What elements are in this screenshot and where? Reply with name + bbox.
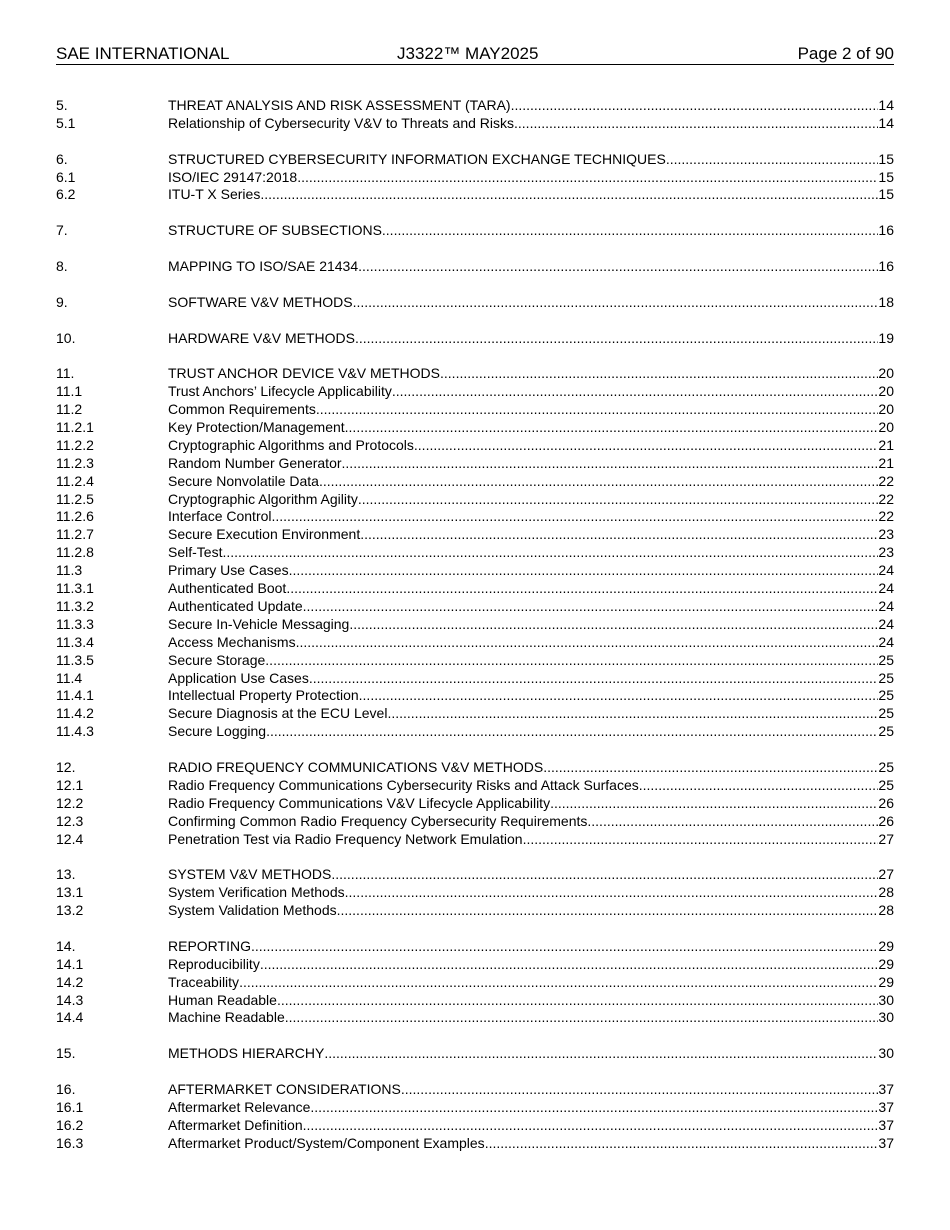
toc-section-number: 11.3.2 [56,597,94,614]
toc-page-number: 30 [878,1045,894,1062]
toc-entry-line [168,455,894,473]
toc-section-title: STRUCTURE OF SUBSECTIONS [168,222,382,239]
toc-entry[interactable] [56,473,894,491]
toc-section-number: 11.4 [56,669,83,686]
toc-entry-line [168,616,894,634]
toc-section-number: 11.3.1 [56,580,94,597]
toc-section-number: 13.1 [56,884,84,901]
toc-dot-leader [296,634,879,652]
toc-dot-leader [440,365,878,383]
toc-entry[interactable] [56,1099,894,1117]
toc-entry-line [168,365,894,383]
toc-entry[interactable] [56,491,894,509]
toc-section-number: 12.4 [56,830,84,847]
toc-entry[interactable] [56,795,894,813]
toc-entry[interactable] [56,866,894,884]
toc-entry-line [168,813,894,831]
toc-section-number: 6.2 [56,186,76,203]
toc-dot-leader [289,562,879,580]
toc-entry[interactable] [56,723,894,741]
toc-section-title: Common Requirements [168,401,316,418]
toc-entry-line [168,473,894,491]
toc-dot-leader [485,1135,879,1153]
toc-entry[interactable] [56,222,894,240]
toc-entry-line [168,705,894,723]
toc-page-number: 25 [878,705,894,722]
toc-section-number: 5. [56,97,68,113]
page-header [56,44,894,65]
toc-section-title: System Verification Methods [168,884,345,901]
toc-section-number: 11.2.5 [56,490,94,507]
toc-section-number: 11.3.5 [56,651,94,668]
toc-entry[interactable] [56,616,894,634]
toc-entry-line [168,1135,894,1153]
toc-section-number: 11.2.3 [56,454,94,471]
toc-dot-leader [324,1045,878,1063]
toc-page-number: 25 [878,723,894,740]
toc-entry[interactable] [56,974,894,992]
toc-entry[interactable] [56,294,894,312]
toc-dot-leader [285,1009,879,1027]
toc-entry-line [168,634,894,652]
toc-section-number: 16.1 [56,1098,84,1115]
toc-section-number: 14.3 [56,991,84,1008]
toc-entry[interactable] [56,455,894,473]
toc-entry-line [168,97,894,115]
toc-section-number: 16.3 [56,1134,84,1151]
toc-entry[interactable] [56,1081,894,1099]
toc-entry-line [168,1099,894,1117]
toc-page-number: 22 [878,472,894,489]
toc-page-number: 15 [878,186,894,203]
toc-entry[interactable] [56,115,894,133]
toc-page-number: 29 [878,937,894,954]
toc-dot-leader [666,151,879,169]
toc-entry[interactable] [56,1009,894,1027]
toc-section-title: TRUST ANCHOR DEVICE V&V METHODS [168,365,441,382]
toc-page-number: 30 [878,1009,894,1026]
toc-section-title: Aftermarket Definition [168,1116,303,1133]
toc-dot-leader [222,544,878,562]
toc-entry-line [168,1045,894,1063]
toc-entry-line [168,687,894,705]
toc-section-title: Authenticated Update [168,597,303,614]
toc-entry[interactable] [56,365,894,383]
toc-section-title: Primary Use Cases [168,562,289,579]
toc-entry-line [168,151,894,169]
toc-entry-line [168,1081,894,1099]
toc-section-title: AFTERMARKET CONSIDERATIONS [168,1080,401,1097]
toc-section-number: 11.4.3 [56,723,94,740]
toc-entry-line [168,383,894,401]
toc-dot-leader [639,777,879,795]
toc-entry[interactable] [56,401,894,419]
toc-section-title: Interface Control [168,508,272,525]
toc-entry-line [168,526,894,544]
toc-section-title: HARDWARE V&V METHODS [168,329,355,346]
toc-section-title: METHODS HIERARCHY [168,1045,325,1062]
toc-section-title: Aftermarket Relevance [168,1098,311,1115]
toc-page-number: 25 [878,651,894,668]
toc-entry-line [168,795,894,813]
toc-page-number: 20 [878,419,894,436]
toc-section-title: Traceability [168,973,240,990]
toc-dot-leader [251,938,878,956]
toc-section-title: Secure Storage [168,651,266,668]
toc-section-title: SYSTEM V&V METHODS [168,866,332,883]
toc-page-number: 24 [878,615,894,632]
toc-dot-leader [303,1117,879,1135]
toc-section-title: Secure In-Vehicle Messaging [168,615,350,632]
toc-section-number: 12.2 [56,794,84,811]
header-document-id: J3322™ MAY2025 [397,44,539,63]
toc-entry-line [168,723,894,741]
toc-entry[interactable] [56,580,894,598]
toc-section-number: 12.3 [56,812,84,829]
toc-entry[interactable] [56,956,894,974]
toc-section-number: 14.2 [56,973,84,990]
toc-entry-line [168,652,894,670]
toc-section-title: Aftermarket Product/System/Component Examples [168,1134,485,1151]
toc-section-number: 12.1 [56,776,84,793]
toc-section-number: 7. [56,222,68,239]
toc-dot-leader [358,491,879,509]
toc-section-title: Cryptographic Algorithms and Protocols [168,436,414,453]
toc-dot-leader [297,169,878,187]
toc-page-number: 24 [878,633,894,650]
toc-dot-leader [353,294,879,312]
toc-page-number: 21 [878,454,894,471]
toc-entry[interactable] [56,992,894,1010]
toc-dot-leader [310,1099,878,1117]
toc-entry[interactable] [56,1117,894,1135]
toc-dot-leader [345,884,879,902]
toc-section-title: Radio Frequency Communications Cybersecurity Risks and Attack Surfaces [168,776,639,793]
table-of-contents [56,97,894,1153]
toc-section-title: Human Readable [168,991,277,1008]
toc-dot-leader [331,866,878,884]
toc-page-number: 25 [878,758,894,775]
toc-entry-line [168,437,894,455]
toc-dot-leader [337,902,879,920]
toc-entry-line [168,992,894,1010]
toc-entry[interactable] [56,419,894,437]
toc-dot-leader [358,258,878,276]
toc-section-title: Reproducibility [168,955,260,972]
toc-entry-line [168,330,894,348]
toc-entry[interactable] [56,759,894,777]
toc-page-number: 14 [878,114,894,131]
header-organization: SAE INTERNATIONAL [56,44,230,63]
toc-page-number: 20 [878,401,894,418]
toc-dot-leader [239,974,878,992]
toc-entry-line [168,956,894,974]
toc-section-title: Self-Test [168,544,223,561]
toc-section-title: Intellectual Property Protection [168,687,359,704]
toc-entry[interactable] [56,526,894,544]
toc-section-title: ITU-T X Series [168,186,261,203]
toc-page-number: 37 [878,1098,894,1115]
toc-section-number: 11.2.8 [56,544,94,561]
toc-entry[interactable] [56,1045,894,1063]
toc-section-title: RADIO FREQUENCY COMMUNICATIONS V&V METHODS [168,758,544,775]
toc-entry[interactable] [56,330,894,348]
toc-section-title: Machine Readable [168,1009,285,1026]
toc-section-number: 16. [56,1080,76,1097]
toc-section-number: 11.2 [56,401,83,418]
toc-dot-leader [272,508,879,526]
toc-section-number: 6. [56,150,68,167]
toc-dot-leader [260,186,878,204]
toc-section-number: 11.1 [56,383,83,400]
toc-entry-line [168,902,894,920]
toc-section-number: 15. [56,1045,76,1062]
toc-section-number: 11.2.6 [56,508,94,525]
toc-section-title: REPORTING [168,937,251,954]
toc-entry[interactable] [56,902,894,920]
toc-entry-line [168,186,894,204]
toc-entry-line [168,598,894,616]
toc-page-number: 30 [878,991,894,1008]
toc-entry[interactable] [56,813,894,831]
toc-entry-line [168,169,894,187]
toc-dot-leader [277,992,878,1010]
toc-page-number: 37 [878,1116,894,1133]
toc-section-number: 11.2.7 [56,526,94,543]
toc-section-number: 13. [56,866,76,883]
toc-section-title: Trust Anchors’ Lifecycle Applicability [168,383,392,400]
toc-dot-leader [286,580,878,598]
toc-section-number: 11.4.1 [56,687,94,704]
toc-page-number: 26 [878,812,894,829]
toc-entry[interactable] [56,634,894,652]
toc-entry[interactable] [56,831,894,849]
toc-section-title: System Validation Methods [168,902,337,919]
toc-dot-leader [260,956,879,974]
toc-section-number: 16.2 [56,1116,84,1133]
toc-section-number: 11.3 [56,562,83,579]
toc-entry[interactable] [56,258,894,276]
toc-entry-line [168,222,894,240]
toc-section-number: 6.1 [56,168,76,185]
toc-page-number: 15 [878,150,894,167]
toc-page-number: 22 [878,490,894,507]
toc-page-number: 25 [878,669,894,686]
toc-entry[interactable] [56,598,894,616]
toc-dot-leader [550,795,878,813]
toc-entry-line [168,562,894,580]
toc-section-number: 11.4.2 [56,705,94,722]
toc-section-title: MAPPING TO ISO/SAE 21434 [168,258,359,275]
toc-section-title: Secure Logging [168,723,267,740]
toc-entry[interactable] [56,687,894,705]
toc-entry[interactable] [56,508,894,526]
toc-entry[interactable] [56,383,894,401]
toc-page-number: 24 [878,597,894,614]
toc-dot-leader [360,526,878,544]
toc-section-title: ISO/IEC 29147:2018 [168,168,298,185]
toc-entry-line [168,831,894,849]
toc-section-number: 14. [56,937,76,954]
toc-entry-line [168,544,894,562]
toc-dot-leader [511,97,879,115]
toc-page-number: 28 [878,884,894,901]
toc-page-number: 29 [878,955,894,972]
toc-page-number: 37 [878,1134,894,1151]
toc-entry[interactable] [56,562,894,580]
toc-dot-leader [266,723,878,741]
toc-entry[interactable] [56,1135,894,1153]
toc-dot-leader [265,652,878,670]
toc-page-number: 16 [878,258,894,275]
toc-entry-line [168,938,894,956]
toc-section-title: SOFTWARE V&V METHODS [168,293,353,310]
header-page-number: Page 2 of 90 [797,44,894,63]
toc-entry-line [168,974,894,992]
toc-entry[interactable] [56,652,894,670]
toc-section-number: 13.2 [56,902,84,919]
toc-page-number: 18 [878,293,894,310]
toc-entry-line [168,491,894,509]
toc-entry[interactable] [56,670,894,688]
toc-section-title: Cryptographic Algorithm Agility [168,490,358,507]
toc-section-number: 5.1 [56,114,76,131]
toc-page-number: 27 [878,830,894,847]
toc-section-number: 14.4 [56,1009,84,1026]
toc-dot-leader [514,115,878,133]
toc-entry-line [168,294,894,312]
toc-section-title: Authenticated Boot [168,580,287,597]
toc-page-number: 27 [878,866,894,883]
toc-section-title: Key Protection/Management [168,419,345,436]
toc-section-title: Secure Nonvolatile Data [168,472,319,489]
toc-page-number: 15 [878,168,894,185]
toc-entry-line [168,419,894,437]
toc-page-number: 19 [878,329,894,346]
toc-section-number: 9. [56,293,68,310]
toc-entry-line [168,258,894,276]
toc-section-number: 11.3.4 [56,633,94,650]
toc-page-number: 25 [878,687,894,704]
toc-page-number: 20 [878,365,894,382]
toc-entry[interactable] [56,437,894,455]
toc-section-number: 11.2.2 [56,436,94,453]
toc-entry[interactable] [56,97,894,115]
toc-dot-leader [543,759,878,777]
toc-dot-leader [523,831,879,849]
toc-dot-leader [587,813,878,831]
toc-section-number: 11. [56,365,75,382]
toc-dot-leader [359,687,879,705]
toc-entry-line [168,401,894,419]
toc-dot-leader [401,1081,879,1099]
toc-section-title: Relationship of Cybersecurity V&V to Threats and Risks [168,114,515,131]
toc-entry[interactable] [56,186,894,204]
toc-page-number: 21 [878,436,894,453]
toc-dot-leader [382,222,879,240]
toc-entry[interactable] [56,151,894,169]
toc-page-number: 23 [878,526,894,543]
toc-page-number: 16 [878,222,894,239]
toc-dot-leader [345,419,879,437]
toc-entry[interactable] [56,777,894,795]
toc-section-number: 10. [56,329,76,346]
toc-entry-line [168,777,894,795]
toc-dot-leader [355,330,878,348]
toc-entry-line [168,580,894,598]
toc-page-number: 24 [878,562,894,579]
toc-entry[interactable] [56,705,894,723]
toc-dot-leader [303,598,879,616]
toc-section-title: Secure Execution Environment [168,526,361,543]
toc-section-number: 14.1 [56,955,84,972]
toc-section-title: STRUCTURED CYBERSECURITY INFORMATION EXCHANGE TECHNIQUES [168,150,666,167]
toc-section-number: 8. [56,258,68,275]
toc-section-title: Penetration Test via Radio Frequency Network Emulation [168,830,523,847]
toc-page-number: 26 [878,794,894,811]
toc-page-number: 28 [878,902,894,919]
toc-section-title: Access Mechanisms [168,633,296,650]
toc-page-number: 25 [878,776,894,793]
toc-section-number: 11.2.4 [56,472,94,489]
toc-dot-leader [414,437,879,455]
toc-entry-line [168,1009,894,1027]
toc-page-number: 14 [878,97,894,113]
toc-entry-line [168,508,894,526]
toc-dot-leader [316,401,879,419]
toc-section-title: THREAT ANALYSIS AND RISK ASSESSMENT (TARA) [168,97,511,113]
toc-page-number: 29 [878,973,894,990]
toc-page-number: 37 [878,1080,894,1097]
toc-page-number: 22 [878,508,894,525]
toc-dot-leader [309,670,879,688]
toc-section-title: Radio Frequency Communications V&V Lifecycle Applicability [168,794,551,811]
toc-section-title: Random Number Generator [168,454,342,471]
toc-entry-line [168,670,894,688]
toc-entry-line [168,1117,894,1135]
toc-entry-line [168,866,894,884]
toc-entry-line [168,115,894,133]
toc-entry-line [168,759,894,777]
toc-section-title: Confirming Common Radio Frequency Cybersecurity Requirements [168,812,588,829]
toc-dot-leader [319,473,878,491]
toc-dot-leader [342,455,879,473]
toc-section-title: Application Use Cases [168,669,309,686]
toc-section-number: 12. [56,758,76,775]
toc-page-number: 23 [878,544,894,561]
toc-page-number: 24 [878,580,894,597]
toc-dot-leader [387,705,878,723]
toc-dot-leader [349,616,878,634]
toc-page-number: 20 [878,383,894,400]
toc-entry-line [168,884,894,902]
toc-section-title: Secure Diagnosis at the ECU Level [168,705,388,722]
toc-entry[interactable] [56,544,894,562]
toc-entry[interactable] [56,938,894,956]
toc-dot-leader [392,383,879,401]
toc-entry[interactable] [56,884,894,902]
toc-entry[interactable] [56,169,894,187]
toc-section-number: 11.3.3 [56,615,94,632]
toc-section-number: 11.2.1 [56,419,94,436]
